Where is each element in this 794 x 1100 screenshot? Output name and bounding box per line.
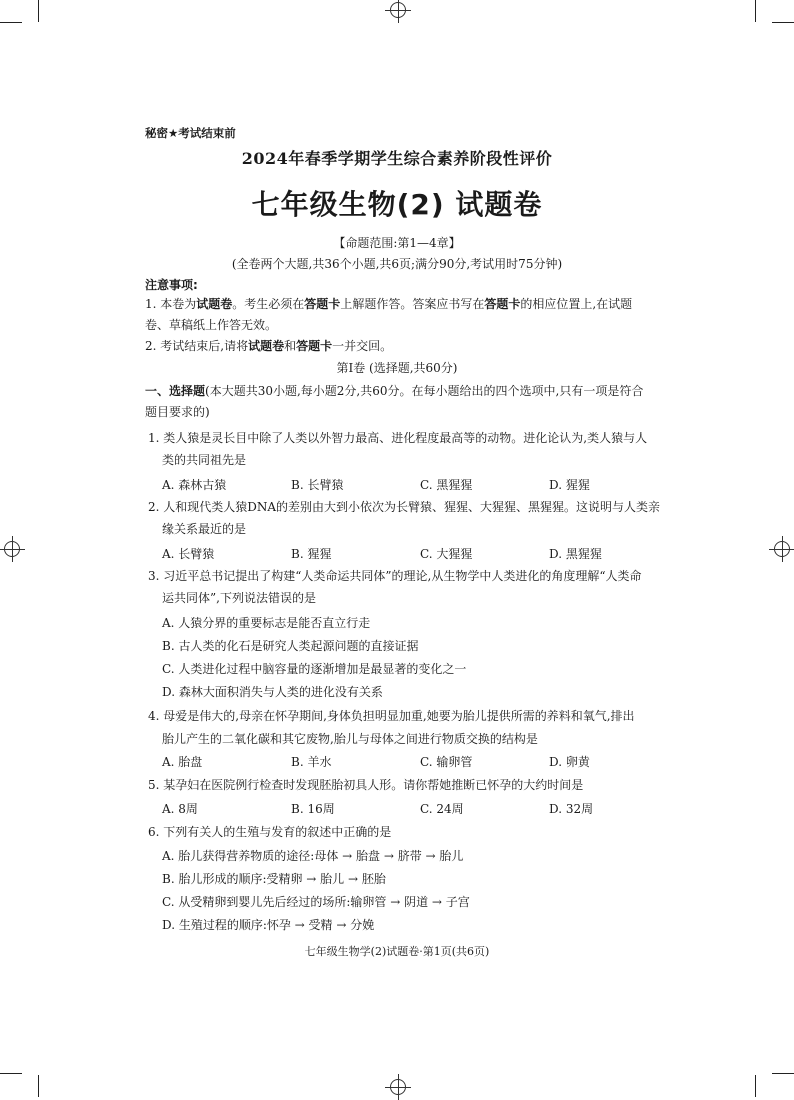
option-b[interactable]: B. 猩猩 [291,547,332,561]
question-3-option-b[interactable]: B. 古人类的化石是研究人类起源问题的直接证据 [162,639,419,653]
notes-title: 注意事项: [145,278,198,292]
question-1-options [162,475,678,495]
registration-mark-top [390,2,406,18]
section-title: 第Ⅰ卷 (选择题,共60分) [336,361,458,375]
option-a[interactable]: A. 长臂猿 [162,547,215,561]
note-1-cont: 卷、草稿纸上作答无效。 [145,318,278,332]
crop-mark [755,1075,756,1097]
crop-mark [38,1075,39,1097]
exam-subtitle: 2024年春季学期学生综合素养阶段性评价 [241,149,553,168]
option-b[interactable]: B. 长臂猿 [291,478,344,492]
question-1-stem-cont: 类的共同祖先是 [162,453,247,467]
section-instructions: 一、选择题(本大题共30小题,每小题2分,共60分。在每小题给出的四个选项中,只有一项是符合 [145,384,644,398]
section-instructions-cont: 题目要求的) [145,405,210,419]
option-a[interactable]: A. 胎盘 [162,755,203,769]
crop-mark [772,22,794,23]
confidential-label: 秘密★考试结束前 [145,126,236,140]
option-d[interactable]: D. 卵黄 [549,755,590,769]
question-3-stem-cont: 运共同体”,下列说法错误的是 [162,591,316,605]
question-2-stem: 2. 人和现代类人猿DNA的差别由大到小依次为长臂猿、猩猩、大猩猩、黑猩猩。这说明与人类亲 [148,500,661,514]
question-5-options [162,799,678,819]
question-6-option-a[interactable]: A. 胎儿获得营养物质的途径:母体 → 胎盘 → 脐带 → 胎儿 [162,849,464,863]
registration-mark-right [774,541,790,557]
question-3-option-a[interactable]: A. 人猿分界的重要标志是能否直立行走 [162,616,371,630]
option-c[interactable]: C. 大猩猩 [420,547,473,561]
page-footer: 七年级生物学(2)试题卷·第1页(共6页) [304,945,490,958]
registration-mark-bottom [390,1079,406,1095]
question-3-stem: 3. 习近平总书记提出了构建“人类命运共同体”的理论,从生物学中人类进化的角度理解“人类命 [148,569,642,583]
option-b[interactable]: B. 16周 [291,802,335,816]
question-4-stem: 4. 母爱是伟大的,母亲在怀孕期间,身体负担明显加重,她要为胎儿提供所需的养料和氧气,排出 [148,709,635,723]
option-d[interactable]: D. 猩猩 [549,478,590,492]
note-2: 2. 考试结束后,请将试题卷和答题卡一并交回。 [145,339,393,353]
option-b[interactable]: B. 羊水 [291,755,332,769]
question-4-options [162,752,678,772]
question-6-stem: 6. 下列有关人的生殖与发育的叙述中正确的是 [148,825,392,839]
option-d[interactable]: D. 黑猩猩 [549,547,602,561]
option-c[interactable]: C. 黑猩猩 [420,478,473,492]
crop-mark [0,1073,22,1074]
option-d[interactable]: D. 32周 [549,802,594,816]
option-c[interactable]: C. 输卵管 [420,755,473,769]
question-3-option-d[interactable]: D. 森林大面积消失与人类的进化没有关系 [162,685,383,699]
exam-info: (全卷两个大题,共36个小题,共6页;满分90分,考试用时75分钟) [231,257,563,271]
question-6-option-d[interactable]: D. 生殖过程的顺序:怀孕 → 受精 → 分娩 [162,918,375,932]
question-3-option-c[interactable]: C. 人类进化过程中脑容量的逐渐增加是最显著的变化之一 [162,662,467,676]
crop-mark [0,22,22,23]
registration-mark-left [4,541,20,557]
note-1: 1. 本卷为试题卷。考生必须在答题卡上解题作答。答案应书写在答题卡的相应位置上,在试题 [145,297,633,311]
crop-mark [755,0,756,22]
question-5-stem: 5. 某孕妇在医院例行检查时发现胚胎初具人形。请你帮她推断已怀孕的大约时间是 [148,778,584,792]
question-2-stem-cont: 缘关系最近的是 [162,522,247,536]
option-a[interactable]: A. 8周 [162,802,198,816]
option-a[interactable]: A. 森林古猿 [162,478,227,492]
option-c[interactable]: C. 24周 [420,802,464,816]
question-6-option-c[interactable]: C. 从受精卵到婴儿先后经过的场所:输卵管 → 阴道 → 子宫 [162,895,470,909]
question-4-stem-cont: 胎儿产生的二氧化碳和其它废物,胎儿与母体之间进行物质交换的结构是 [162,732,538,746]
exam-scope: 【命题范围:第1—4章】 [333,236,461,250]
question-1-stem: 1. 类人猿是灵长目中除了人类以外智力最高、进化程度最高等的动物。进化论认为,类人猿与人 [148,431,648,445]
question-6-option-b[interactable]: B. 胎儿形成的顺序:受精卵 → 胎儿 → 胚胎 [162,872,386,886]
crop-mark [772,1073,794,1074]
exam-title: 七年级生物(2) 试题卷 [251,188,543,221]
question-2-options [162,544,678,564]
crop-mark [38,0,39,22]
